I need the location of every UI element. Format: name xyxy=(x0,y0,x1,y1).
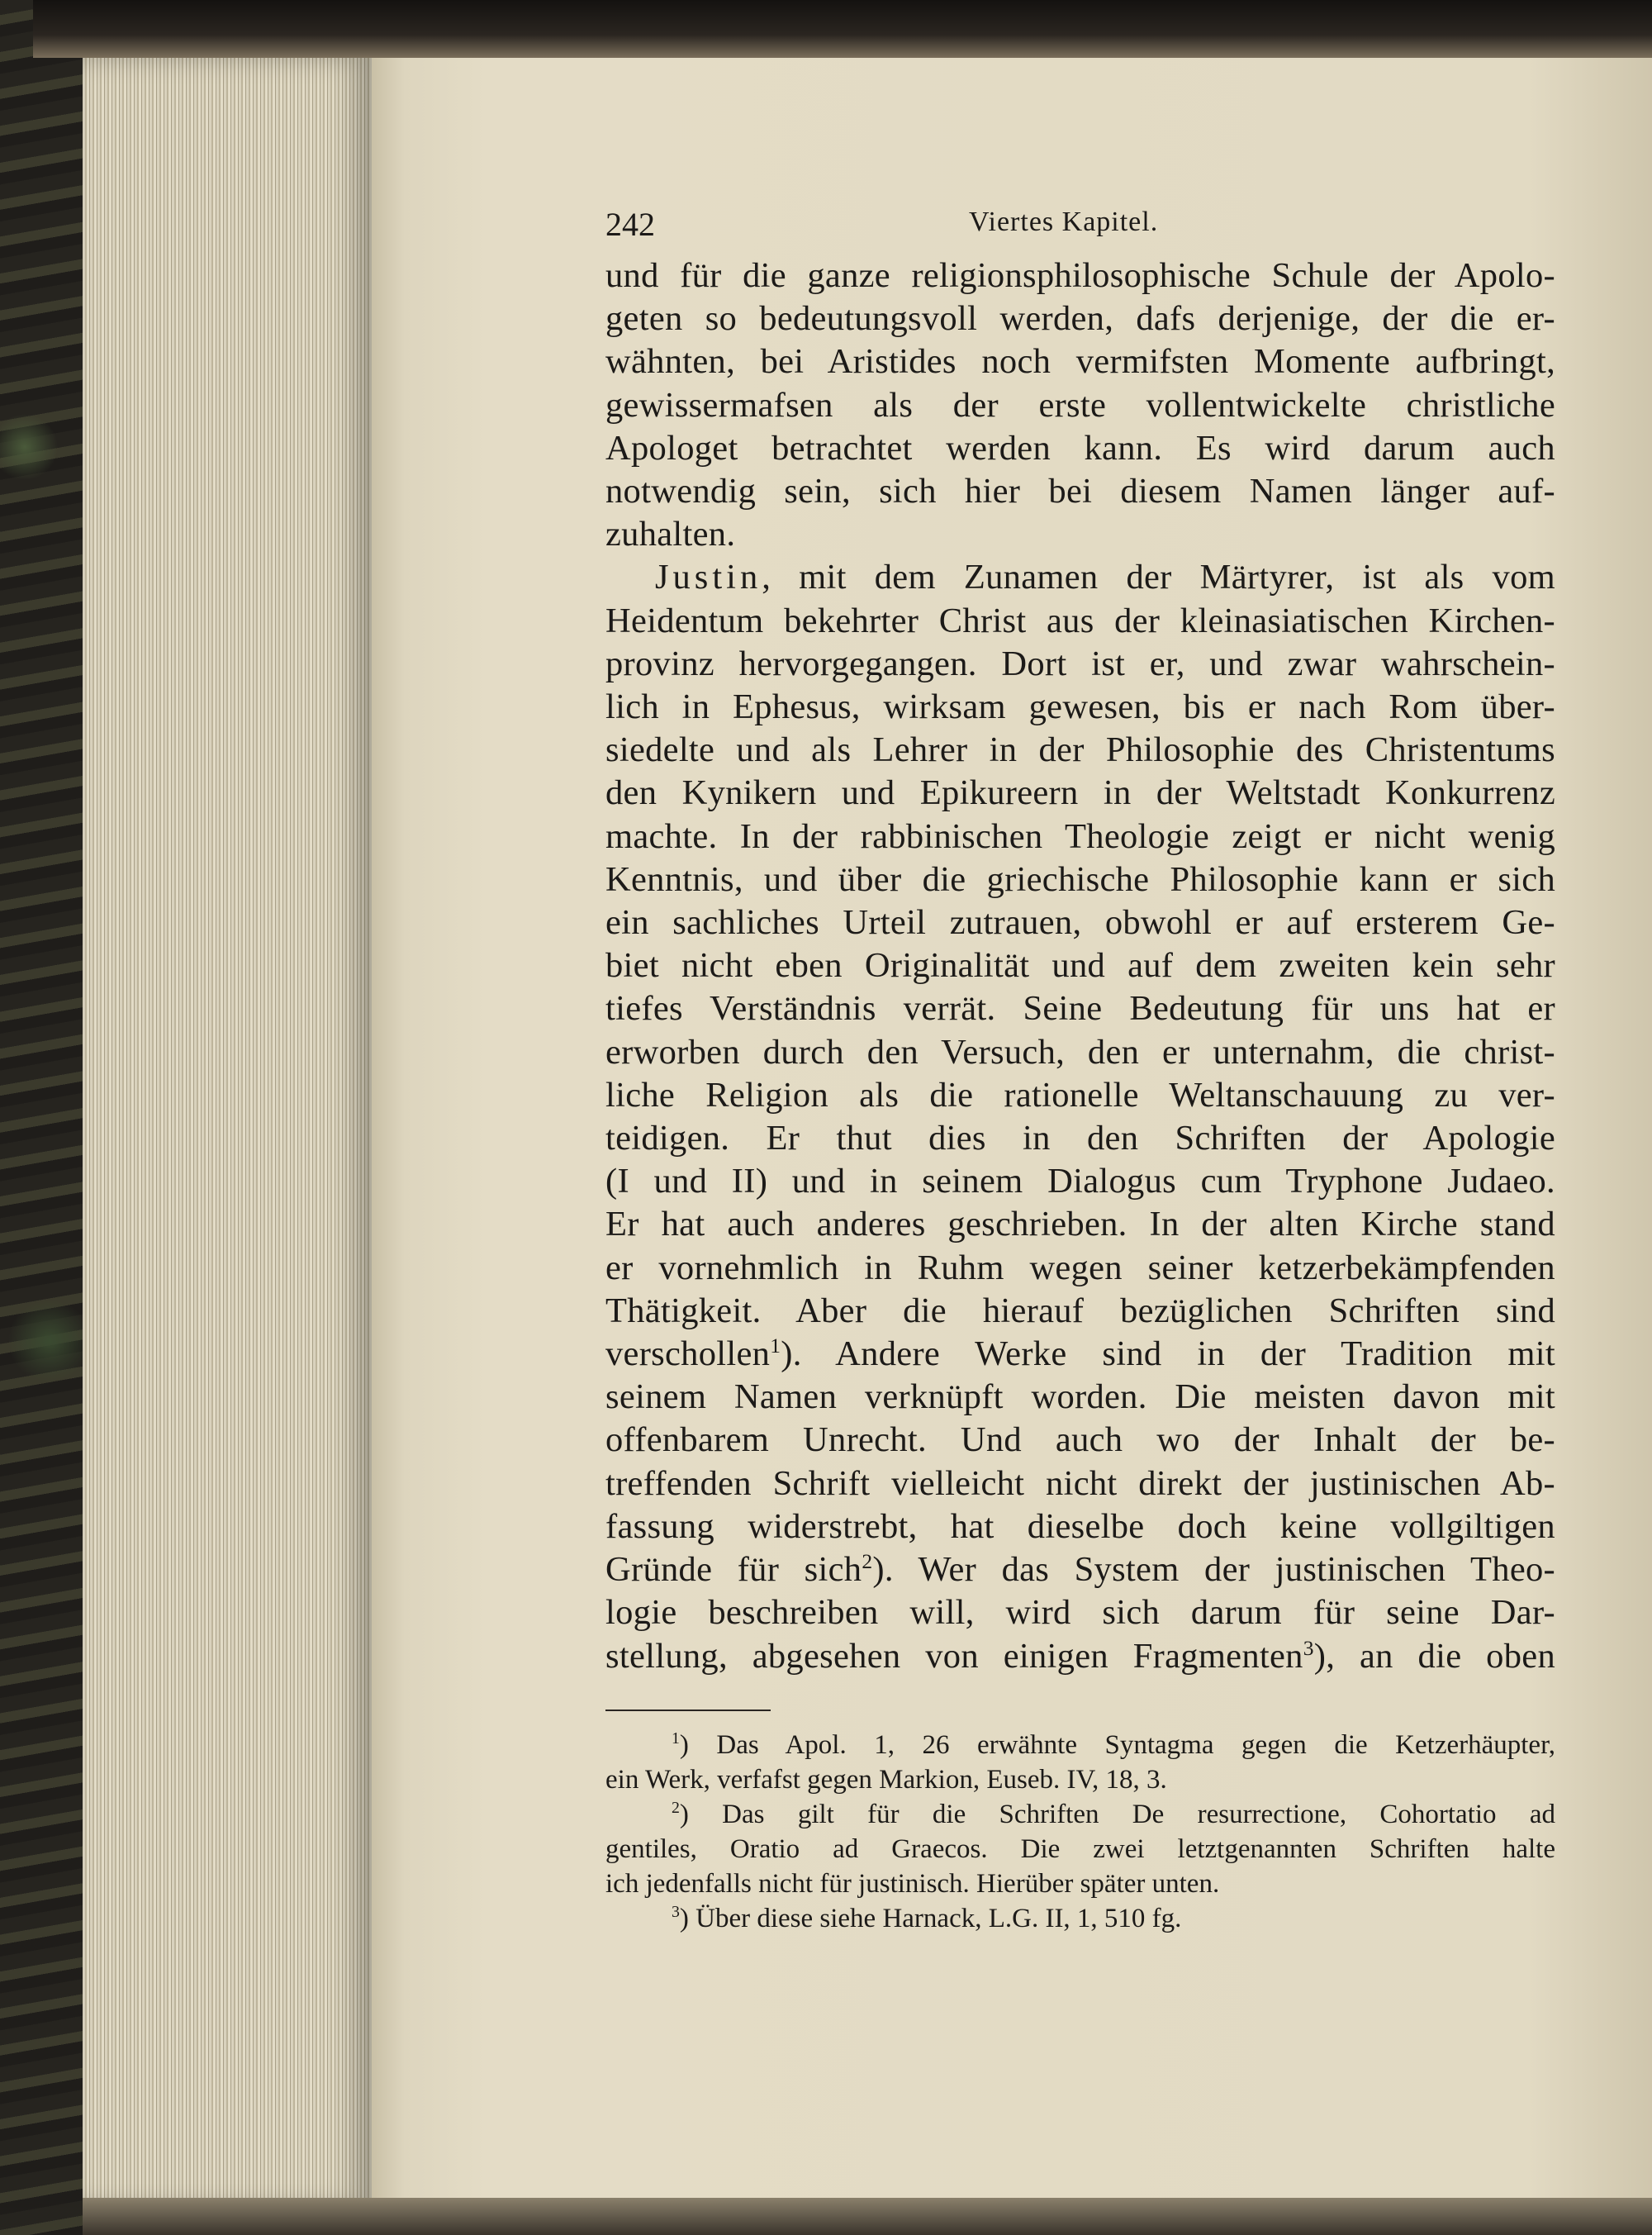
text-line: Thätigkeit. Aber die hierauf bezüglichen Schriften sind xyxy=(605,1291,1555,1330)
footnote-2-cont: gentiles, Oratio ad Graecos. Die zwei letztgenannten Schriften halte xyxy=(605,1833,1555,1864)
text-line: notwendig sein, sich hier bei diesem Namen länger auf- xyxy=(605,472,1555,511)
footnote-mark: 1 xyxy=(672,1729,680,1748)
page-number: 242 xyxy=(605,206,655,243)
text-line: geten so bedeutungsvoll werden, dafs derjenige, der die er- xyxy=(605,299,1555,339)
footnote-1-cont: ein Werk, verfafst gegen Markion, Euseb. IV, 18, 3. xyxy=(605,1764,1167,1795)
text-line xyxy=(605,1635,1555,1678)
text-line: siedelte und als Lehrer in der Philosophie des Christentums xyxy=(605,730,1555,770)
footnote-text: ) Das Apol. 1, 26 erwähnte Syntagma gegen die Ketzerhäupter, xyxy=(679,1729,1555,1760)
text-line: seinem Namen verknüpft worden. Die meisten davon mit xyxy=(605,1377,1555,1417)
page-content xyxy=(605,205,1555,1936)
text-segment: stellung, abgesehen von einigen Fragmenten xyxy=(605,1636,1303,1676)
text-segment: ), an die oben xyxy=(1313,1636,1555,1676)
footnote-mark: 3 xyxy=(672,1902,680,1921)
text-line: wähnten, bei Aristides noch vermifsten Momente aufbringt, xyxy=(605,342,1555,382)
text-line: logie beschreiben will, wird sich darum für seine Dar- xyxy=(605,1593,1555,1633)
text-line: (I und II) und in seinem Dialogus cum Tryphone Judaeo. xyxy=(605,1162,1555,1201)
text-segment: verschollen xyxy=(605,1334,771,1374)
text-line: zuhalten. xyxy=(605,515,736,554)
book-cover-marbled xyxy=(0,0,83,2235)
footnote-mark: 2 xyxy=(672,1798,680,1817)
text-line: Kenntnis, und über die griechische Philosophie kann er sich xyxy=(605,859,1555,899)
text-line: fassung widerstrebt, hat dieselbe doch keine vollgiltigen xyxy=(605,1506,1555,1546)
running-header xyxy=(605,205,1555,254)
text-line-rest: , mit dem Zunamen der Märtyrer, ist als vom xyxy=(762,558,1555,597)
footnote-ref[interactable]: 2 xyxy=(862,1548,873,1573)
text-line: provinz hervorgegangen. Dort ist er, und zwar wahrschein- xyxy=(605,644,1555,683)
text-line: biet nicht eben Originalität und auf dem zweiten kein sehr xyxy=(605,946,1555,986)
text-segment: ). Andere Werke sind in der Tradition mit xyxy=(781,1334,1555,1374)
text-segment: Gründe für sich xyxy=(605,1550,862,1590)
text-line: tiefes Verständnis verrät. Seine Bedeutung für uns hat er xyxy=(605,989,1555,1029)
book-top-edge xyxy=(33,0,1652,58)
footnote-3 xyxy=(605,1901,1555,1936)
text-line: teidigen. Er thut dies in den Schriften der Apologie xyxy=(605,1119,1555,1158)
footnotes xyxy=(605,1728,1555,1936)
text-line xyxy=(605,556,1555,599)
name-justin: Justin xyxy=(655,558,762,597)
footnote-ref[interactable]: 1 xyxy=(770,1333,781,1358)
footnote-rule xyxy=(605,1710,771,1711)
footnote-text: ) Über diese siehe Harnack, L.G. II, 1, 510 fg. xyxy=(679,1903,1182,1933)
footnote-2-cont: ich jedenfalls nicht für justinisch. Hierüber später unten. xyxy=(605,1868,1220,1899)
text-line: treffenden Schrift vielleicht nicht direkt der justinischen Ab- xyxy=(605,1463,1555,1503)
page-stack-edges xyxy=(83,58,372,2206)
text-line xyxy=(605,1333,1555,1376)
text-line: offenbarem Unrecht. Und auch wo der Inhalt der be- xyxy=(605,1420,1555,1460)
text-line: liche Religion als die rationelle Weltanschauung zu ver- xyxy=(605,1075,1555,1115)
footnote-ref[interactable]: 3 xyxy=(1303,1635,1314,1660)
footnote-2 xyxy=(605,1797,1555,1832)
text-line xyxy=(605,1548,1555,1591)
text-line: lich in Ephesus, wirksam gewesen, bis er nach Rom über- xyxy=(605,687,1555,727)
text-line: und für die ganze religionsphilosophische Schule der Apolo- xyxy=(605,256,1555,295)
text-line: ein sachliches Urteil zutrauen, obwohl er auf ersterem Ge- xyxy=(605,903,1555,943)
footnote-text: ) Das gilt für die Schriften De resurrectione, Cohortatio ad xyxy=(679,1799,1555,1829)
body-text xyxy=(605,254,1555,1678)
book-bottom-edge xyxy=(83,2198,1652,2235)
text-segment: ). Wer das System der justinischen Theo- xyxy=(872,1550,1555,1590)
text-line: gewissermafsen als der erste vollentwickelte christliche xyxy=(605,385,1555,425)
footnote-1 xyxy=(605,1728,1555,1762)
text-line: er vornehmlich in Ruhm wegen seiner ketzerbekämpfenden xyxy=(605,1248,1555,1287)
text-line: Heidentum bekehrter Christ aus der kleinasiatischen Kirchen- xyxy=(605,601,1555,640)
text-line: den Kynikern und Epikureern in der Weltstadt Konkurrenz xyxy=(605,773,1555,813)
text-line: erworben durch den Versuch, den er unternahm, die christ- xyxy=(605,1032,1555,1072)
text-line: machte. In der rabbinischen Theologie zeigt er nicht wenig xyxy=(605,816,1555,856)
text-line: Er hat auch anderes geschrieben. In der alten Kirche stand xyxy=(605,1205,1555,1244)
running-title: Viertes Kapitel. xyxy=(969,207,1159,237)
text-line: Apologet betrachtet werden kann. Es wird darum auch xyxy=(605,428,1555,468)
